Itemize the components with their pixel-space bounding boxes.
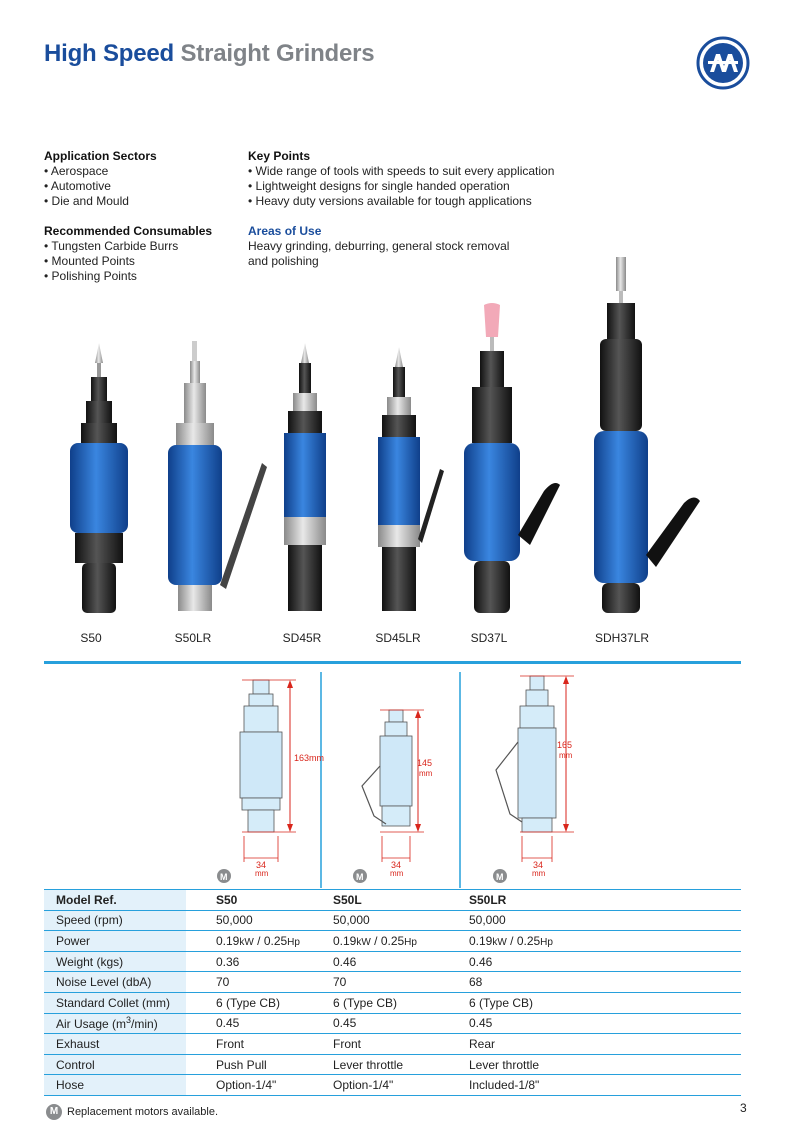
table-cell: 0.45 xyxy=(186,1013,319,1034)
list-item: • Tungsten Carbide Burrs xyxy=(44,239,244,254)
dimension-diagrams xyxy=(44,666,741,888)
tool-label-s50lr: S50LR xyxy=(174,631,212,645)
footer-text: Replacement motors available. xyxy=(67,1106,219,1118)
footer-note xyxy=(46,1104,218,1120)
tool-label-sd37l: SD37L xyxy=(470,631,508,645)
diagram3-height-unit: mm xyxy=(559,751,573,760)
diagram2-badge: M xyxy=(356,872,364,882)
list-item: • Mounted Points xyxy=(44,254,244,269)
diagram3-width: 34 xyxy=(533,860,544,870)
tool-s50lr xyxy=(168,341,267,611)
diagram2-height: 145 xyxy=(417,758,433,768)
table-row xyxy=(44,931,741,952)
row-label: Weight (kgs) xyxy=(44,951,186,972)
table-cell: 6 (Type CB) xyxy=(319,992,457,1013)
table-cell: Rear xyxy=(457,1034,741,1055)
table-row xyxy=(44,1034,741,1055)
table-cell: 50,000 xyxy=(186,910,319,931)
table-row xyxy=(44,910,741,931)
title-grey: Straight Grinders xyxy=(180,40,375,67)
table-cell: Lever throttle xyxy=(457,1054,741,1075)
list-item: • Automotive xyxy=(44,179,244,194)
table-cell: 6 (Type CB) xyxy=(186,992,319,1013)
page-number: 3 xyxy=(740,1101,747,1115)
row-label: Noise Level (dbA) xyxy=(44,972,186,993)
row-label: Air Usage $(m^3/\min)$ xyxy=(44,1013,186,1034)
tool-label-sd45r: SD45R xyxy=(282,631,322,645)
diagram2-unit: mm xyxy=(390,869,404,878)
diagram-s50l xyxy=(353,710,433,883)
list-item: • Heavy duty versions available for tough applications xyxy=(248,194,578,209)
list-item: • Lightweight designs for single handed operation xyxy=(248,179,578,194)
tool-sd45lr xyxy=(378,347,444,611)
table-cell: Included-1/8" xyxy=(457,1075,741,1096)
title-bold: High Speed xyxy=(44,40,175,67)
table-cell: 70 xyxy=(319,972,457,993)
tool-label-sdh37lr: SDH37LR xyxy=(594,631,650,645)
diagram2-height-unit: mm xyxy=(419,769,433,778)
table-cell: 0.19kW / 0.25Hp xyxy=(457,931,741,952)
table-cell: 0.45 xyxy=(319,1013,457,1034)
row-label: Speed (rpm) xyxy=(44,910,186,931)
row-label: Hose xyxy=(44,1075,186,1096)
brand-logo-icon xyxy=(696,36,750,90)
areas-of-use-text: Heavy grinding, deburring, general stock removal and polishing xyxy=(248,239,510,268)
table-cell: Push Pull xyxy=(186,1054,319,1075)
table-row xyxy=(44,1054,741,1075)
spec-table xyxy=(44,889,741,1096)
list-item: • Polishing Points xyxy=(44,269,244,284)
row-label: Exhaust xyxy=(44,1034,186,1055)
row-label: Power xyxy=(44,931,186,952)
table-cell: 0.19kW / 0.25Hp xyxy=(186,931,319,952)
table-row xyxy=(44,972,741,993)
row-label: Standard Collet (mm) xyxy=(44,992,186,1013)
table-cell: 50,000 xyxy=(457,910,741,931)
diagram3-unit: mm xyxy=(532,869,546,878)
application-sectors xyxy=(44,149,244,209)
key-points xyxy=(248,149,578,209)
row-label: Control xyxy=(44,1054,186,1075)
table-cell: 70 xyxy=(186,972,319,993)
diagram1-unit: mm xyxy=(255,869,269,878)
table-row xyxy=(44,951,741,972)
table-cell: 6 (Type CB) xyxy=(457,992,741,1013)
table-cell: Lever throttle xyxy=(319,1054,457,1075)
diagram3-badge: M xyxy=(496,872,504,882)
table-cell: Front xyxy=(319,1034,457,1055)
table-header-cell: S50 xyxy=(186,890,319,911)
tool-sd37l xyxy=(464,303,560,613)
table-cell: 0.19kW / 0.25Hp xyxy=(319,931,457,952)
motor-badge-icon: M xyxy=(46,1104,62,1120)
areas-of-use-heading: Areas of Use xyxy=(248,224,322,238)
list-item: • Wide range of tools with speeds to suit every application xyxy=(248,164,578,179)
list-item: • Die and Mould xyxy=(44,194,244,209)
tool-label-sd45lr: SD45LR xyxy=(375,631,421,645)
table-cell: Front xyxy=(186,1034,319,1055)
table-row xyxy=(44,1013,741,1034)
table-row xyxy=(44,992,741,1013)
table-header-cell: S50L xyxy=(319,890,457,911)
table-header-cell: S50LR xyxy=(457,890,741,911)
table-cell: 0.46 xyxy=(319,951,457,972)
application-sectors-heading: Application Sectors xyxy=(44,149,157,163)
table-cell: 0.45 xyxy=(457,1013,741,1034)
section-divider xyxy=(44,661,741,664)
table-cell: 0.36 xyxy=(186,951,319,972)
tool-sd45r xyxy=(284,343,326,611)
diagram-s50lr xyxy=(493,676,574,883)
table-row xyxy=(44,1075,741,1096)
list-item: • Aerospace xyxy=(44,164,244,179)
key-points-heading: Key Points xyxy=(248,149,311,163)
table-cell: Option-1/4" xyxy=(186,1075,319,1096)
table-cell: 0.46 xyxy=(457,951,741,972)
table-cell: Option-1/4" xyxy=(319,1075,457,1096)
tool-sdh37lr xyxy=(594,257,700,613)
diagram1-height: 163mm xyxy=(294,753,325,763)
table-cell: 50,000 xyxy=(319,910,457,931)
consumables-heading: Recommended Consumables xyxy=(44,224,213,238)
tool-s50 xyxy=(70,343,128,613)
diagram-s50 xyxy=(217,680,324,883)
tools-illustration xyxy=(44,255,744,625)
tool-label-s50: S50 xyxy=(80,631,102,645)
table-cell: 68 xyxy=(457,972,741,993)
diagram1-badge: M xyxy=(220,872,228,882)
diagram2-width: 34 xyxy=(391,860,402,870)
diagram3-height: 165 xyxy=(557,740,573,750)
diagram1-width: 34 xyxy=(256,860,267,870)
table-header-cell: Model Ref. xyxy=(44,890,186,911)
table-header-row xyxy=(44,890,741,911)
page-title xyxy=(44,40,374,68)
